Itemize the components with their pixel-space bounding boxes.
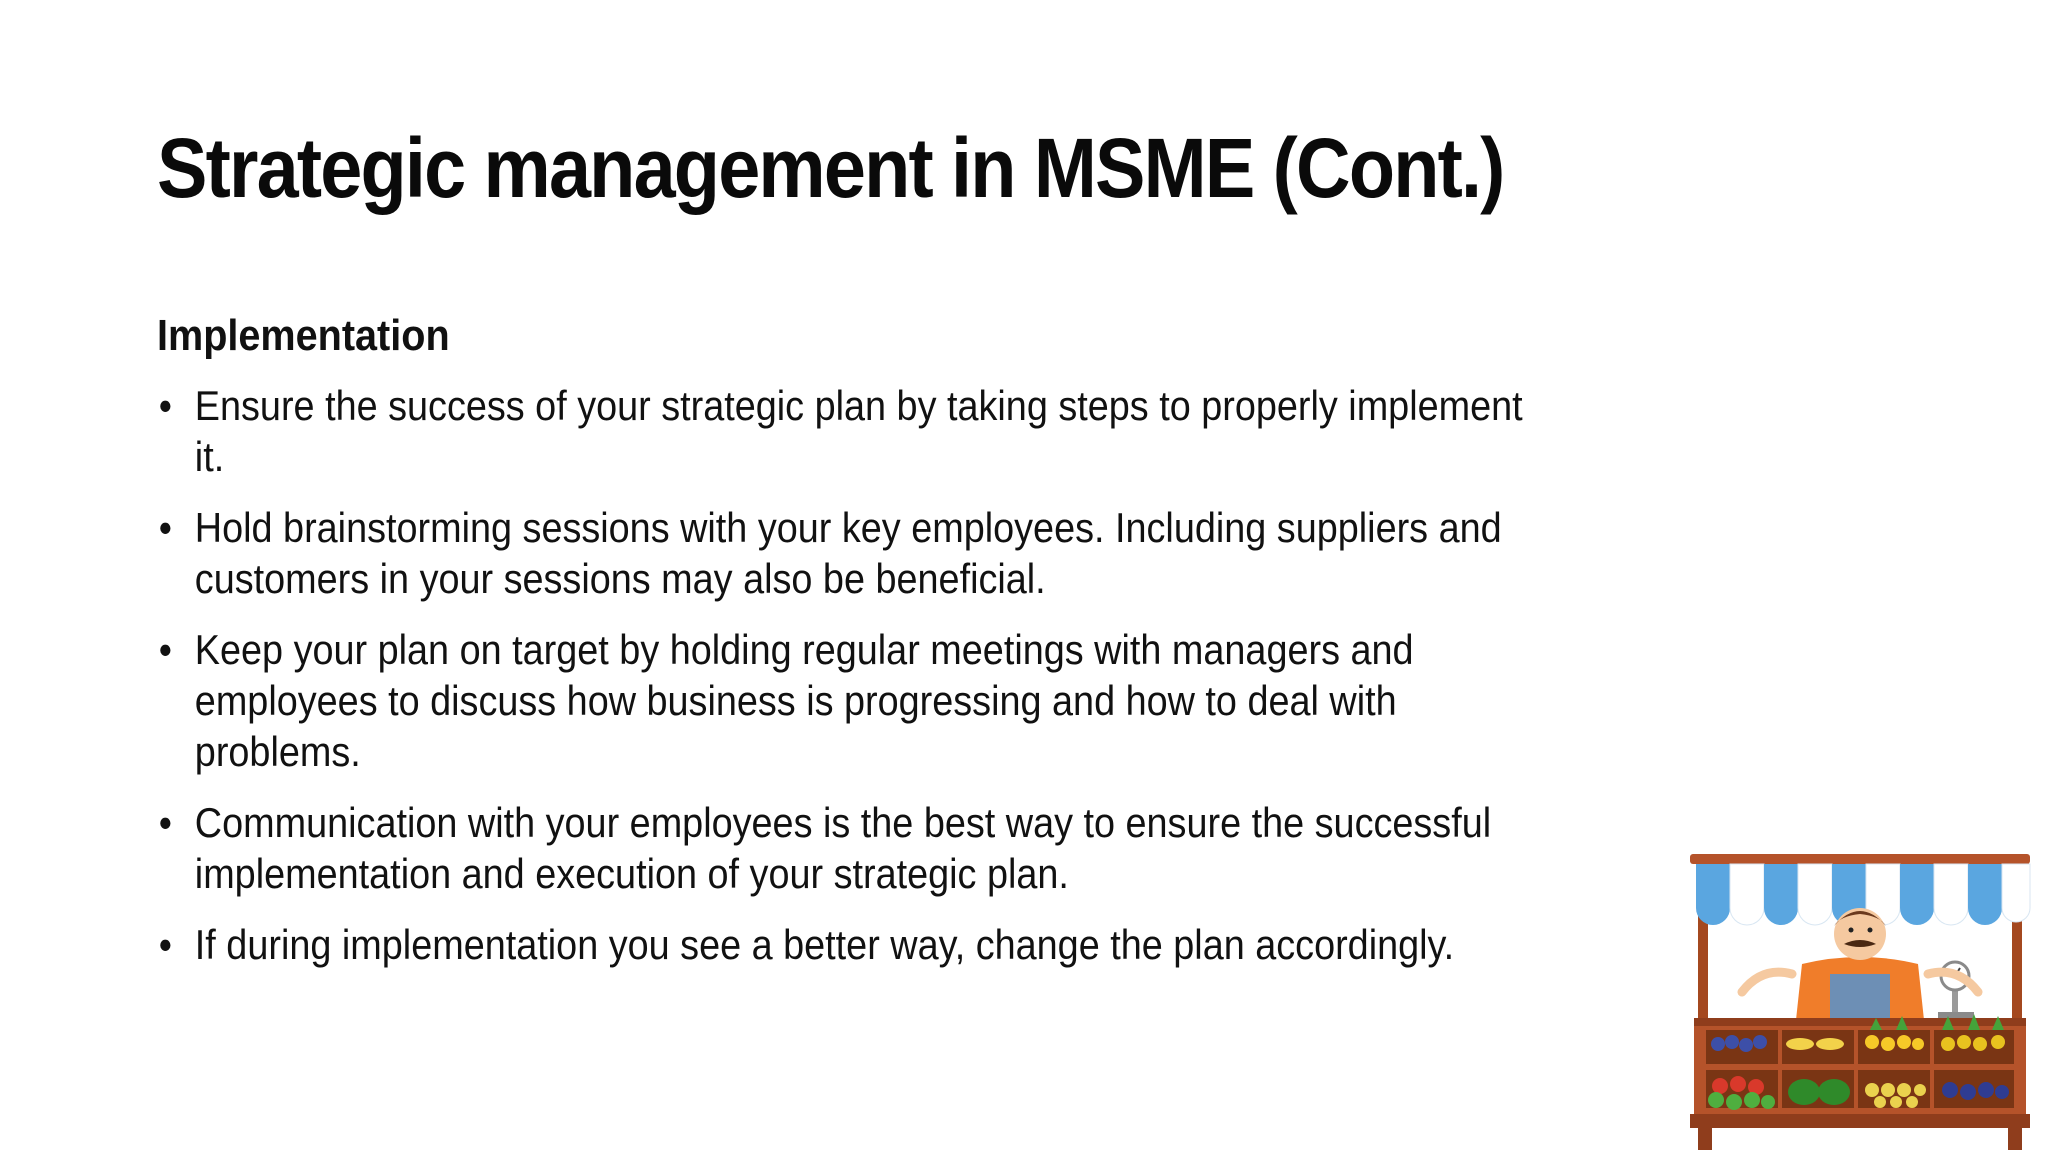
slide-title: Strategic management in MSME (Cont.) [157, 121, 1504, 215]
bullet-marker: • [158, 626, 173, 673]
bullet-text: If during implementation you see a better way, change the plan accordingly. [194, 921, 1455, 968]
bullet-list [157, 380, 1561, 970]
bullet-text: Communication with your employees is the best way to ensure the successful implementation and execution of your strategic plan. [194, 799, 1492, 897]
bullet-item [157, 919, 1561, 970]
bullet-marker: • [158, 382, 173, 429]
bullet-text: Keep your plan on target by holding regular meetings with managers and employees to discuss how business is progressing and how to deal with problems. [194, 626, 1414, 775]
bullet-item [157, 624, 1561, 777]
bullet-item [157, 797, 1561, 899]
bullet-text: Ensure the success of your strategic plan by taking steps to properly implement it. [194, 382, 1523, 480]
section-heading: Implementation [157, 311, 450, 360]
bullet-item [157, 502, 1561, 604]
slide-body [157, 310, 1561, 990]
bullet-text: Hold brainstorming sessions with your key employees. Including suppliers and customers in your sessions may also be beneficial. [194, 504, 1502, 602]
bullet-marker: • [158, 504, 173, 551]
bullet-marker: • [158, 921, 173, 968]
market-stall-vendor-icon [1684, 846, 2036, 1152]
bullet-item [157, 380, 1561, 482]
bullet-marker: • [158, 799, 173, 846]
